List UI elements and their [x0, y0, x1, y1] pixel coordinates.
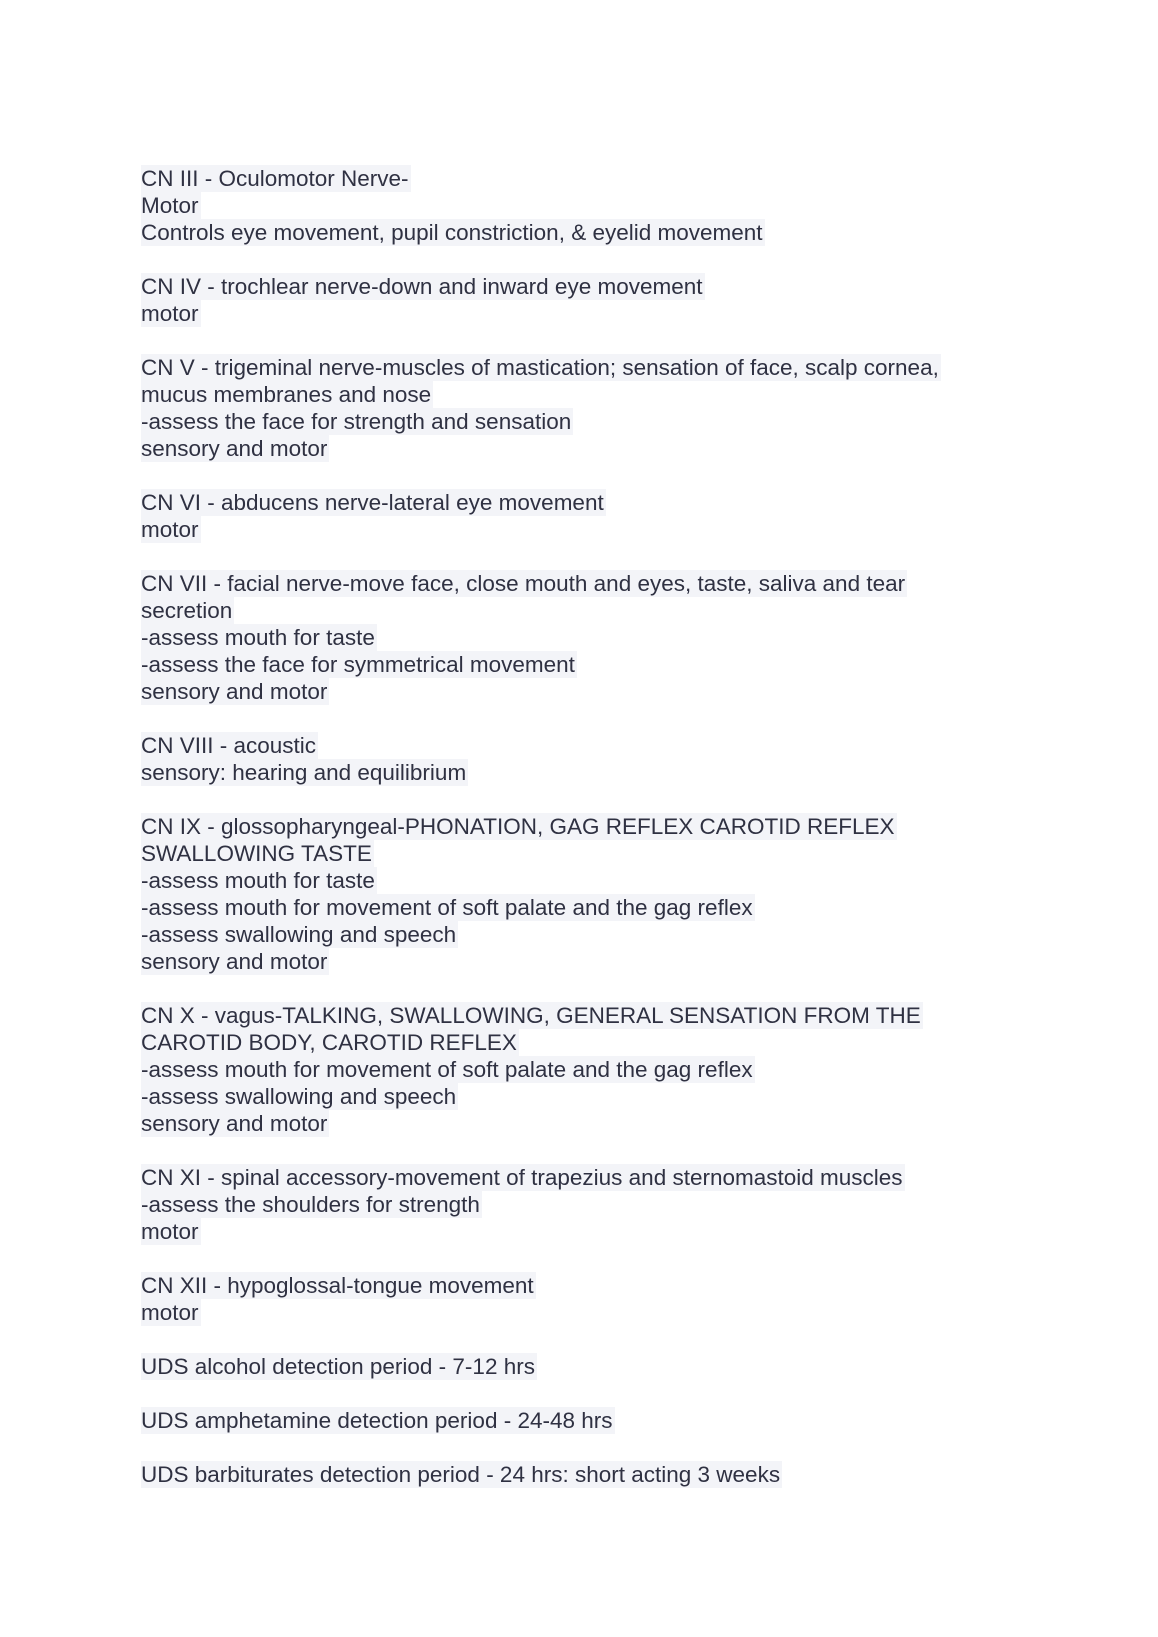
card-line: sensory and motor — [141, 679, 328, 704]
card-line: -assess the face for strength and sensation — [141, 409, 572, 434]
card-line: -assess the face for symmetrical movement — [141, 652, 575, 677]
flashcard-cn-v — [141, 354, 1101, 462]
document-page — [141, 165, 1101, 1515]
card-line: -assess mouth for movement of soft palate and the gag reflex — [141, 895, 753, 920]
card-line: -assess mouth for movement of soft palate and the gag reflex — [141, 1057, 753, 1082]
card-term: UDS alcohol detection period - 7-12 hrs — [141, 1354, 535, 1379]
card-line: -assess swallowing and speech — [141, 922, 457, 947]
flashcard-uds-barbiturates — [141, 1461, 1101, 1488]
card-term: CN IX - glossopharyngeal-PHONATION, GAG REFLEX CAROTID REFLEX — [141, 814, 895, 839]
card-term: CN XII - hypoglossal-tongue movement — [141, 1273, 534, 1298]
flashcard-cn-iv — [141, 273, 1101, 327]
card-term: UDS barbiturates detection period - 24 hrs: short acting 3 weeks — [141, 1462, 781, 1487]
flashcard-cn-xii — [141, 1272, 1101, 1326]
card-line: sensory and motor — [141, 1111, 328, 1136]
card-line: -assess mouth for taste — [141, 625, 375, 650]
flashcard-cn-vii — [141, 570, 1101, 705]
card-term: CN III - Oculomotor Nerve- — [141, 166, 409, 191]
card-line: sensory and motor — [141, 436, 328, 461]
card-term: CN VII - facial nerve-move face, close mouth and eyes, taste, saliva and tear — [141, 571, 906, 596]
card-line: motor — [141, 301, 199, 326]
card-line: -assess swallowing and speech — [141, 1084, 457, 1109]
flashcard-cn-xi — [141, 1164, 1101, 1245]
card-line: motor — [141, 517, 199, 542]
card-line: motor — [141, 1300, 199, 1325]
flashcard-uds-amphetamine — [141, 1407, 1101, 1434]
flashcard-cn-x — [141, 1002, 1101, 1137]
card-line: sensory and motor — [141, 949, 328, 974]
card-line: -assess mouth for taste — [141, 868, 375, 893]
card-line: sensory: hearing and equilibrium — [141, 760, 467, 785]
flashcard-cn-viii — [141, 732, 1101, 786]
flashcard-uds-alcohol — [141, 1353, 1101, 1380]
card-term: UDS amphetamine detection period - 24-48 hrs — [141, 1408, 613, 1433]
card-line: -assess the shoulders for strength — [141, 1192, 480, 1217]
card-term: CN X - vagus-TALKING, SWALLOWING, GENERAL SENSATION FROM THE — [141, 1003, 921, 1028]
card-term: CN XI - spinal accessory-movement of trapezius and sternomastoid muscles — [141, 1165, 903, 1190]
card-term: CN VI - abducens nerve-lateral eye movement — [141, 490, 604, 515]
flashcard-cn-vi — [141, 489, 1101, 543]
card-line: CAROTID BODY, CAROTID REFLEX — [141, 1030, 517, 1055]
card-line: Motor — [141, 193, 199, 218]
card-line: secretion — [141, 598, 233, 623]
flashcard-cn-ix — [141, 813, 1101, 975]
flashcard-cn-iii — [141, 165, 1101, 246]
card-line: Controls eye movement, pupil constriction, & eyelid movement — [141, 220, 763, 245]
card-term: CN VIII - acoustic — [141, 733, 317, 758]
card-term: CN V - trigeminal nerve-muscles of mastication; sensation of face, scalp cornea, — [141, 355, 939, 380]
card-line: SWALLOWING TASTE — [141, 841, 372, 866]
card-term: CN IV - trochlear nerve-down and inward eye movement — [141, 274, 703, 299]
card-line: mucus membranes and nose — [141, 382, 432, 407]
card-line: motor — [141, 1219, 199, 1244]
